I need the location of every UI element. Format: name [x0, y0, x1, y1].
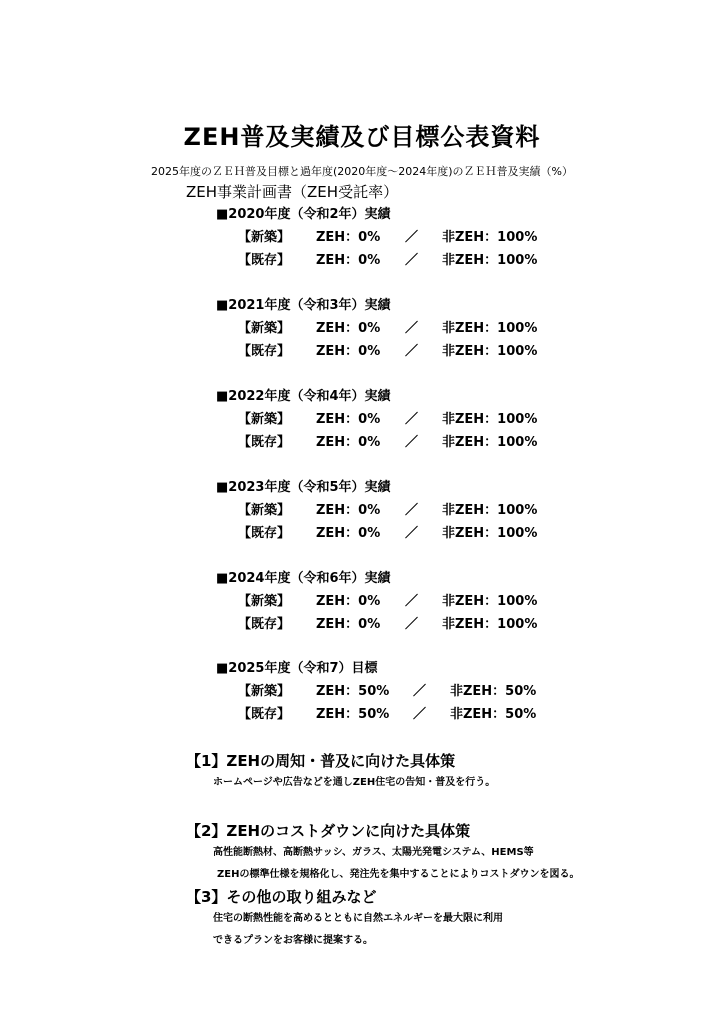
non-zeh-rate: 非ZEH：100%	[442, 594, 538, 609]
section-body-other-initiatives	[213, 908, 503, 952]
non-zeh-rate: 非ZEH：100%	[442, 503, 538, 518]
row-kind-label: 【既存】	[238, 526, 291, 541]
target-row-existing	[216, 706, 537, 729]
year-block-2025-target	[216, 660, 537, 729]
year-title: ■2022年度（令和4年）実績	[216, 389, 391, 404]
year-block-2022	[216, 388, 538, 457]
separator-slash: ／	[405, 321, 419, 336]
page-subtitle: 2025年度のＺＥＨ普及目標と過年度(2020年度～2024年度)のＺＥＨ普及実績（%）	[150, 165, 573, 178]
non-zeh-rate: 非ZEH：50%	[450, 684, 537, 699]
result-row-new	[216, 411, 538, 434]
row-kind-label: 【新築】	[238, 594, 291, 609]
section-heading-cost-down: 【2】ZEHのコストダウンに向けた具体策	[186, 822, 471, 840]
separator-slash: ／	[405, 412, 419, 427]
non-zeh-rate: 非ZEH：100%	[442, 617, 538, 632]
non-zeh-rate: 非ZEH：100%	[442, 253, 538, 268]
zeh-rate: ZEH：0%	[316, 230, 381, 245]
section-line: ホームページや広告などを通しZEH住宅の告知・普及を行う。	[213, 777, 496, 788]
row-kind-label: 【新築】	[238, 503, 291, 518]
separator-slash: ／	[405, 344, 419, 359]
non-zeh-rate: 非ZEH：100%	[442, 230, 538, 245]
row-kind-label: 【既存】	[238, 344, 291, 359]
separator-slash: ／	[405, 230, 419, 245]
result-row-new	[216, 229, 538, 252]
year-block-2021	[216, 297, 538, 366]
zeh-rate: ZEH：0%	[316, 344, 381, 359]
separator-slash: ／	[405, 253, 419, 268]
result-row-existing	[216, 343, 538, 366]
result-row-existing	[216, 616, 538, 639]
zeh-rate: ZEH：0%	[316, 526, 381, 541]
row-kind-label: 【新築】	[238, 684, 291, 699]
zeh-rate: ZEH：0%	[316, 503, 381, 518]
result-row-existing	[216, 525, 538, 548]
year-title: ■2021年度（令和3年）実績	[216, 298, 391, 313]
zeh-rate: ZEH：0%	[316, 617, 381, 632]
non-zeh-rate: 非ZEH：50%	[450, 707, 537, 722]
result-row-new	[216, 593, 538, 616]
zeh-rate: ZEH：0%	[316, 321, 381, 336]
page-title: ZEH普及実績及び目標公表資料	[183, 123, 541, 151]
separator-slash: ／	[413, 707, 427, 722]
row-kind-label: 【既存】	[238, 617, 291, 632]
zeh-rate: ZEH：50%	[316, 707, 390, 722]
row-kind-label: 【新築】	[238, 321, 291, 336]
result-row-existing	[216, 434, 538, 457]
section-line: 住宅の断熱性能を高めるとともに自然エネルギーを最大限に利用	[213, 913, 503, 924]
section-heading-awareness: 【1】ZEHの周知・普及に向けた具体策	[186, 752, 456, 770]
separator-slash: ／	[413, 684, 427, 699]
separator-slash: ／	[405, 594, 419, 609]
non-zeh-rate: 非ZEH：100%	[442, 412, 538, 427]
zeh-rate: ZEH：0%	[316, 412, 381, 427]
row-kind-label: 【新築】	[238, 412, 291, 427]
year-block-2024	[216, 570, 538, 639]
year-block-2020	[216, 206, 538, 275]
year-title: ■2024年度（令和6年）実績	[216, 571, 391, 586]
section-line: 高性能断熱材、高断熱サッシ、ガラス、太陽光発電システム、HEMS等	[213, 847, 534, 858]
section-body-cost-down	[213, 842, 579, 886]
zeh-rate: ZEH：0%	[316, 594, 381, 609]
row-kind-label: 【既存】	[238, 253, 291, 268]
separator-slash: ／	[405, 526, 419, 541]
zeh-rate: ZEH：50%	[316, 684, 390, 699]
separator-slash: ／	[405, 503, 419, 518]
year-title: ■2023年度（令和5年）実績	[216, 480, 391, 495]
result-row-new	[216, 320, 538, 343]
non-zeh-rate: 非ZEH：100%	[442, 526, 538, 541]
year-title: ■2020年度（令和2年）実績	[216, 207, 391, 222]
row-kind-label: 【新築】	[238, 230, 291, 245]
target-row-new	[216, 683, 537, 706]
plan-heading: ZEH事業計画書（ZEH受託率）	[186, 183, 399, 201]
separator-slash: ／	[405, 435, 419, 450]
zeh-rate: ZEH：0%	[316, 435, 381, 450]
row-kind-label: 【既存】	[238, 435, 291, 450]
non-zeh-rate: 非ZEH：100%	[442, 321, 538, 336]
result-row-existing	[216, 252, 538, 275]
section-heading-other-initiatives: 【3】その他の取り組みなど	[186, 888, 377, 906]
year-title: ■2025年度（令和7）目標	[216, 661, 378, 676]
separator-slash: ／	[405, 617, 419, 632]
section-line: ZEHの標準仕様を規格化し、発注先を集中することによりコストダウンを図る。	[217, 869, 580, 880]
zeh-rate: ZEH：0%	[316, 253, 381, 268]
section-body-awareness	[213, 772, 495, 794]
result-row-new	[216, 502, 538, 525]
non-zeh-rate: 非ZEH：100%	[442, 344, 538, 359]
non-zeh-rate: 非ZEH：100%	[442, 435, 538, 450]
row-kind-label: 【既存】	[238, 707, 291, 722]
year-block-2023	[216, 479, 538, 548]
section-line: できるプランをお客様に提案する。	[213, 935, 373, 946]
